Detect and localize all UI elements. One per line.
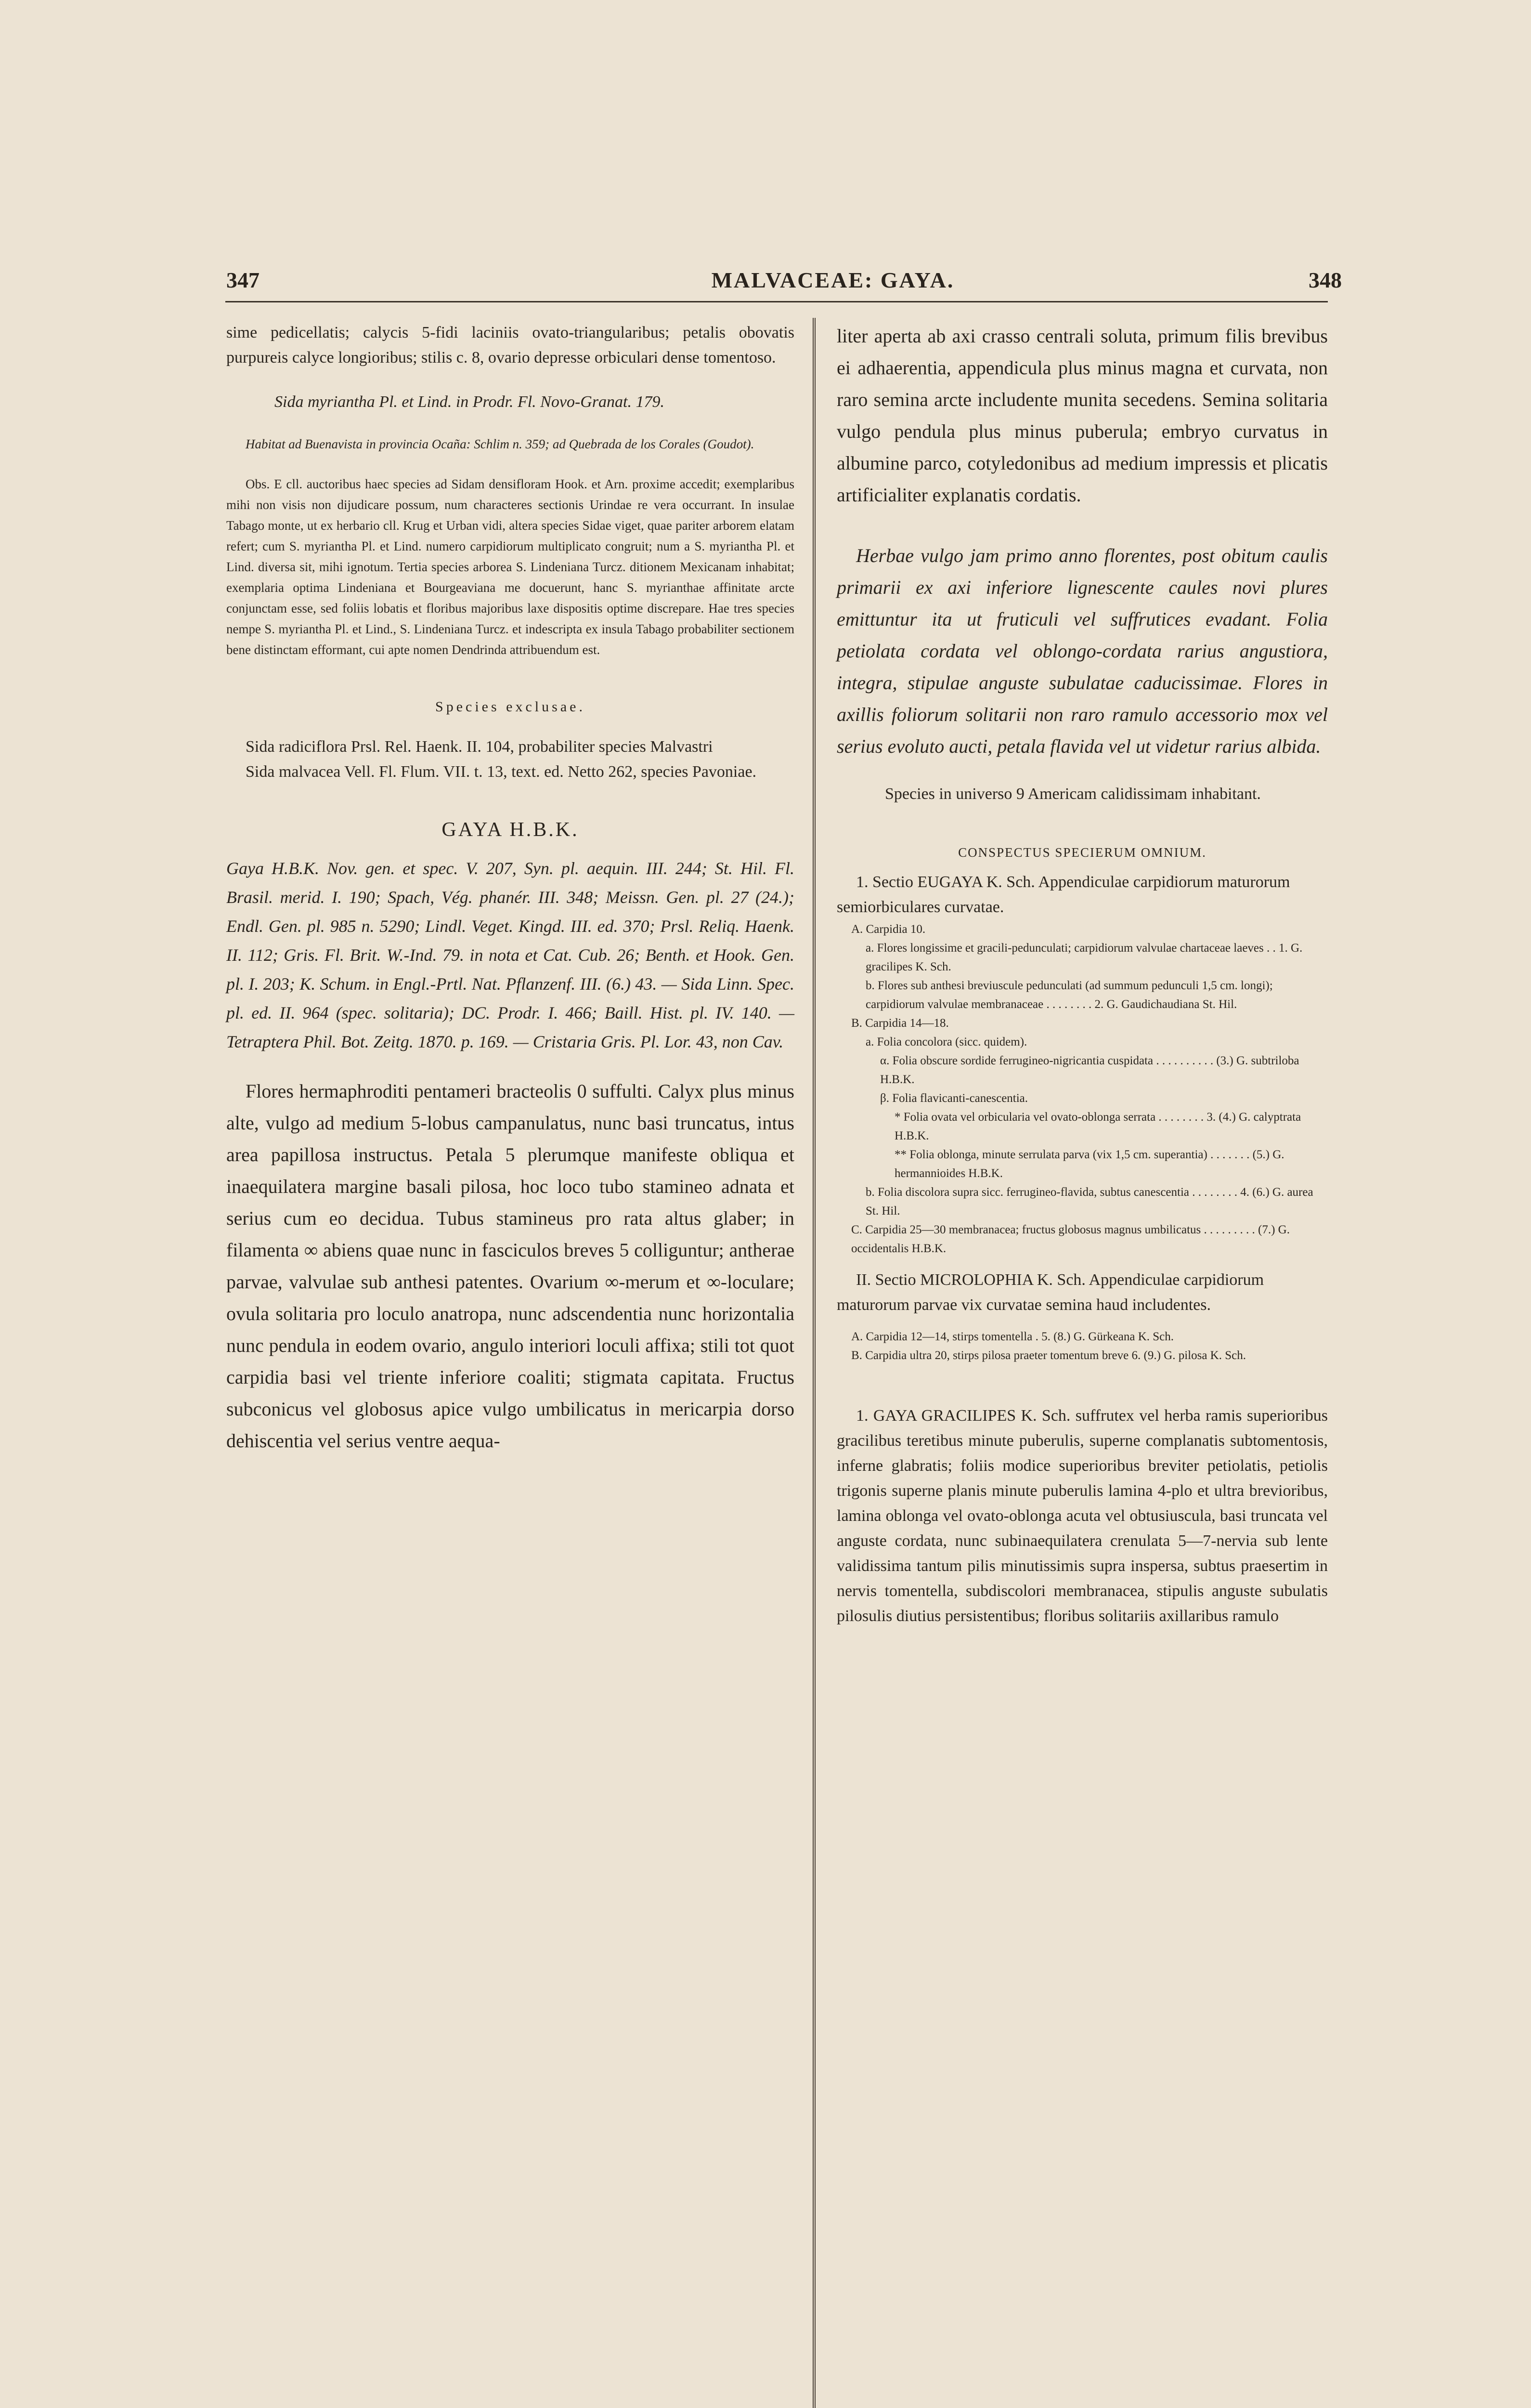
observation-note: Obs. E cll. auctoribus haec species ad Sidam densifloram Hook. et Arn. proxime accedit; exemplaribus mihi non visis non dijudicare possum, num characteres sectionis Urindae re vera occurrant. In insulae Tabago monte, ut ex herbario cll. Krug et Urban vidi, altera species Sidae viget, quae pariter arborem elatam refert; cum S. myriantha Pl. et Lind. numero carpidiorum multiplicato congruit; num a S. myriantha Pl. et Lind. diversa sit, mihi ignotum. Tertia species arborea S. Lindeniana Turcz. ditionem Mexicanam inhabitat; exemplaria optima Lindeniana et Bourgeaviana me docuerunt, hanc S. myrianthae affinitate arcte conjunctam esse, sed foliis lobatis et floribus majoribus laxe dispositis optime discrepare. Hae tres species nempe S. myriantha Pl. et Lind., S. Lindeniana Turcz. et indescripta ex insula Tabago probabiliter sectionem bene distinctam efformant, cui apte nomen Dendrinda attribuendum est.: [226, 477, 794, 657]
key-line: B. Carpidia 14—18.: [851, 1017, 949, 1030]
key-sectio-1: [837, 920, 1328, 1258]
synonym-line: Sida myriantha Pl. et Lind. in Prodr. Fl. Novo-Granat. 179.: [274, 393, 665, 411]
key-line: C. Carpidia 25—30 membranacea; fructus globosus magnus umbilicatus . . . . . . . . . (7.) G. occidentalis H.B.K.: [851, 1223, 1290, 1255]
sectio-2: II. Sectio MICROLOPHIA K. Sch. Appendiculae carpidiorum maturorum parvae vix curvatae semina haud includentes.: [837, 1271, 1264, 1314]
genus-heading: GAYA H.B.K.: [441, 819, 579, 841]
running-title: MALVACEAE: GAYA.: [711, 268, 955, 292]
herbae-paragraph: Herbae vulgo jam primo anno florentes, post obitum caulis primarii ex axi inferiore lignescente caules novi plures emittuntur ita ut fruticuli vel suffrutices evadant. Folia petiolata cordata vel oblongo-cordata rarius angustiora, integra, stipulae anguste subulatae caducissimae. Flores in axillis foliorum solitarii non raro ramulo accessorio mox vel serius evoluto aucti, petala flavida vel ut videtur rarius albida.: [837, 545, 1328, 757]
excluded-heading: Species exclusae.: [435, 699, 585, 715]
key-line: a. Folia concolora (sicc. quidem).: [866, 1035, 1027, 1048]
sectio-1: 1. Sectio EUGAYA K. Sch. Appendiculae carpidiorum maturorum semiorbiculares curvatae.: [837, 873, 1290, 916]
species-1-description: 1. GAYA GRACILIPES K. Sch. suffrutex vel herba ramis superioribus gracilibus teretibus minute puberulis, superne complanatis subtomentosis, inferne glabratis; foliis modice superioribus breviter petiolatis, petiolis trigonis superne planis minute puberulis lamina 4-plo et ultra brevioribus, lamina oblonga vel ovato-oblonga acuta vel obtusiuscula, basi truncata vel anguste cordata, nunc subinaequilatera crenulata 5—7-nervia sub lente validissima tantum pilis minutissimis supra inspersa, subtus praesertim in nervis tomentella, subdiscolori membranacea, stipulis anguste subulatis pilosulis diutius persistentibus; floribus solitariis axillaribus ramulo: [837, 1407, 1328, 1625]
key-line: b. Flores sub anthesi breviuscule pedunculati (ad summum pedunculi 1,5 cm. longi); carpidiorum valvulae membranaceae . . . . . . . . 2. G. Gaudichaudiana St. Hil.: [866, 979, 1273, 1011]
key-line: A. Carpidia 12—14, stirps tomentella . 5. (8.) G. Gürkeana K. Sch.: [851, 1330, 1174, 1343]
key-line: b. Folia discolora supra sicc. ferrugineo-flavida, subtus canescentia . . . . . . . . 4. (6.) G. aurea St. Hil.: [866, 1186, 1313, 1217]
description-continuation: liter aperta ab axi crasso centrali soluta, primum filis brevibus ei adhaerentia, appendicula plus minus magna et curvata, non raro semina arcte includente munita secedens. Semina solitaria vulgo pendula plus minus puberula; embryo curvatus in albumine parco, cotyledonibus ad medium impressis et plicatis artificialiter explanatis cordatis.: [837, 325, 1328, 506]
genus-references: Gaya H.B.K. Nov. gen. et spec. V. 207, Syn. pl. aequin. III. 244; St. Hil. Fl. Brasil. merid. I. 190; Spach, Vég. phanér. III. 348; Meissn. Gen. pl. 27 (24.); Endl. Gen. pl. 985 n. 5290; Lindl. Veget. Kingd. III. ed. 370; Prsl. Reliq. Haenk. II. 112; Gris. Fl. Brit. W.-Ind. 79. in nota et Cat. Cub. 26; Benth. et Hook. Gen. pl. I. 203; K. Schum. in Engl.-Prtl. Nat. Pflanzenf. III. (6.) 43. — Sida Linn. Spec. pl. ed. II. 964 (spec. solitaria); DC. Prodr. I. 466; Baill. Hist. pl. IV. 140. — Tetraptera Phil. Bot. Zeitg. 1870. p. 169. — Cristaria Gris. Pl. Lor. 43, non Cav.: [226, 859, 794, 1051]
column-separator: [813, 318, 816, 2408]
key-line: β. Folia flavicanti-canescentia.: [880, 1092, 1028, 1105]
right-page-number: 348: [1309, 268, 1342, 292]
genus-description: Flores hermaphroditi pentameri bracteolis 0 suffulti. Calyx plus minus alte, vulgo ad medium 5-lobus campanulatus, nunc basi truncatus, intus area papillosa instructus. Petala 5 plerumque manifeste obliqua et inaequilatera margine basali pilosa, hoc loco tubo stamineo adnata et serius cum eo decidua. Tubus stamineus pro rata altus glaber; in filamenta ∞ abiens quae nunc in fasciculos breves 5 colliguntur; antherae parvae, valvulae sub anthesi patentes. Ovarium ∞-merum et ∞-loculare; ovula solitaria pro loculo anatropa, nunc adscendentia nunc horizontalia nunc pendula in eodem ovario, angulo interiori loculi affixa; stili tot quot carpidia basi vel triente inferiore coaliti; stigmata capitata. Fructus subconicus vel globosus apice vulgo umbilicatus in mericarpia dorso dehiscentia vel serius ventre aequa-: [226, 1080, 794, 1452]
header-rule: [225, 301, 1328, 302]
right-column: [837, 320, 1328, 1629]
key-line: α. Folia obscure sordide ferrugineo-nigricantia cuspidata . . . . . . . . . . (3.) G. subtriloba H.B.K.: [880, 1054, 1299, 1086]
excluded-species-2: Sida malvacea Vell. Fl. Flum. VII. t. 13, text. ed. Netto 262, species Pavoniae.: [246, 763, 757, 781]
left-page-number: 347: [226, 268, 259, 292]
key-sectio-2: [837, 1327, 1328, 1365]
key-line: A. Carpidia 10.: [851, 923, 926, 936]
key-line: a. Flores longissime et gracili-pedunculati; carpidiorum valvulae chartaceae laeves . . 1. G. gracilipes K. Sch.: [866, 942, 1303, 973]
left-column: [226, 320, 794, 1457]
key-line: B. Carpidia ultra 20, stirps pilosa praeter tomentum breve 6. (9.) G. pilosa K. Sch.: [851, 1349, 1246, 1362]
key-line: * Folia ovata vel orbicularia vel ovato-oblonga serrata . . . . . . . . 3. (4.) G. calyptrata H.B.K.: [895, 1111, 1301, 1142]
key-line: ** Folia oblonga, minute serrulata parva (vix 1,5 cm. superantia) . . . . . . . (5.) G. hermannioides H.B.K.: [895, 1148, 1284, 1180]
species-count: Species in universo 9 Americam calidissimam inhabitant.: [885, 785, 1261, 803]
excluded-species-1: Sida radiciflora Prsl. Rel. Haenk. II. 104, probabiliter species Malvastri: [246, 738, 713, 756]
habitat-note: Habitat ad Buenavista in provincia Ocaña: Schlim n. 359; ad Quebrada de los Corales (Goudot).: [246, 437, 754, 451]
conspectus-title: CONSPECTUS SPECIERUM OMNIUM.: [958, 845, 1207, 860]
intro-paragraph: sime pedicellatis; calycis 5-fidi laciniis ovato-triangularibus; petalis obovatis purpureis calyce longioribus; stilis c. 8, ovario depresse orbiculari dense tomentoso.: [226, 324, 794, 366]
